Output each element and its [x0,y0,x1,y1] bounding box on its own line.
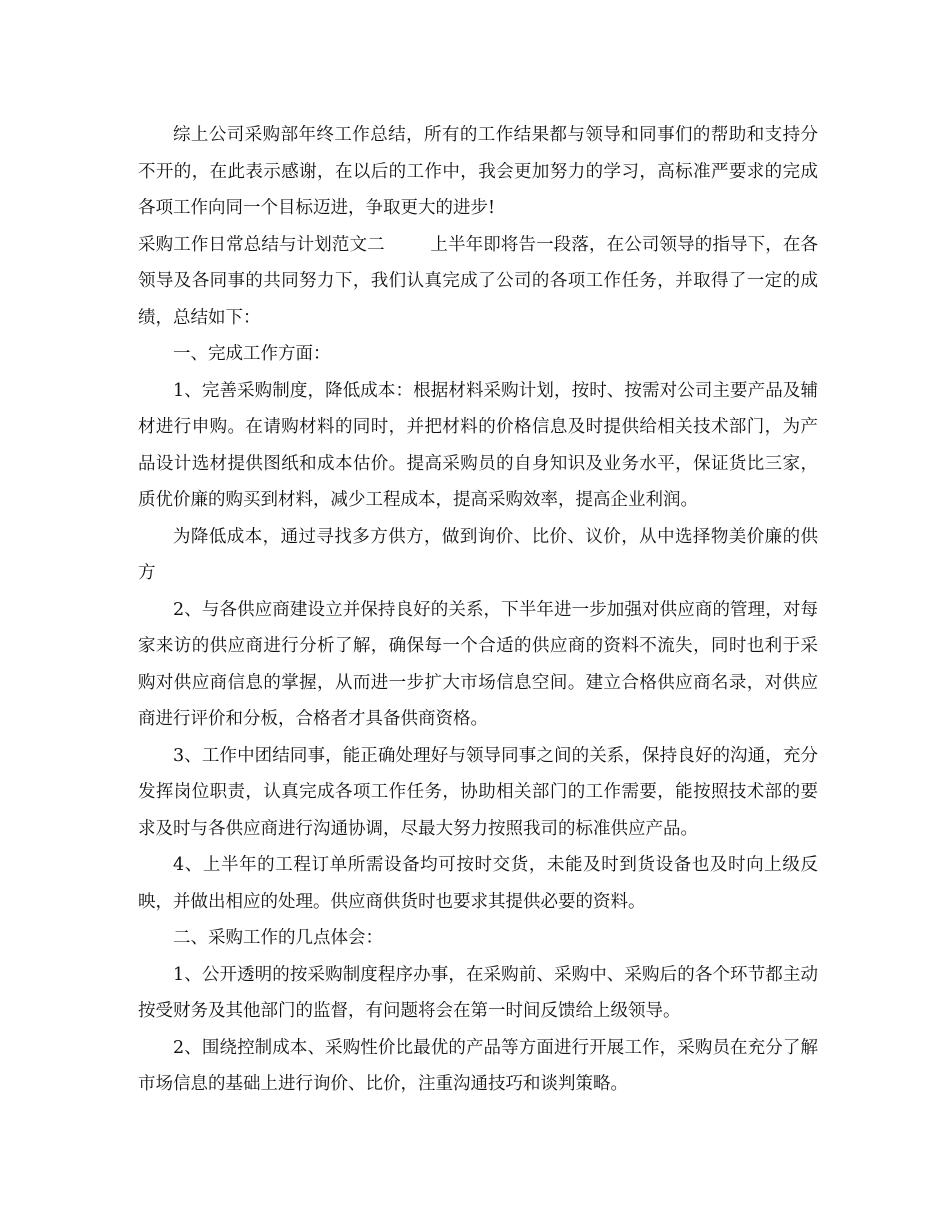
heading-experience: 二、采购工作的几点体会： [173,928,383,948]
paragraph-conclusion: 综上公司采购部年终工作总结，所有的工作结果都与领导和同事们的帮助和支持分不开的，在此表示感谢，在以后的工作中，我会更加努力的学习，高标准严要求的完成各项工作向同一个目标迈进，争取更大的进步! [138,125,818,218]
paragraph-item-2: 2、与各供应商建设立并保持良好的关系，下半年进一步加强对供应商的管理，对每家来访的供应商进行分析了解，确保每一个合适的供应商的资料不流失，同时也利于采购对供应商信息的掌握，从而进一步扩大市场信息空间。建立合格供应商名录，对供应商进行评价和分板，合格者才具备供商资格。 [138,599,818,729]
section-title: 采购工作日常总结与计划范文二 [138,234,385,255]
paragraph-experience-2: 2、围绕控制成本、采购性价比最优的产品等方面进行开展工作，采购员在充分了解市场信息的基础上进行询价、比价，注重沟通技巧和谈判策略。 [138,1037,818,1094]
heading-work-completed: 一、完成工作方面： [173,344,331,364]
paragraph-item-4: 4、上半年的工程订单所需设备均可按时交货，未能及时到货设备也及时向上级反映，并做出相应的处理。供应商供货时也要求其提供必要的资料。 [138,855,818,912]
paragraph-item-3: 3、工作中团结同事，能正确处理好与领导同事之间的关系，保持良好的沟通，充分发挥岗位职责，认真完成各项工作任务，协助相关部门的工作需要，能按照技术部的要求及时与各供应商进行沟通协调，尽最大努力按照我司的标准供应产品。 [138,745,818,839]
paragraph-cost-reduction: 为降低成本，通过寻找多方供方，做到询价、比价、议价，从中选择物美价廉的供方 [138,526,818,583]
paragraph-item-1: 1、完善采购制度，降低成本：根据材料采购计划，按时、按需对公司主要产品及辅材进行申购。在请购材料的同时，并把材料的价格信息及时提供给相关技术部门，为产品设计选材提供图纸和成本估价。提高采购员的自身知识及业务水平，保证货比三家，质优价廉的购买到材料，减少工程成本，提高采购效率，提高企业利润。 [138,380,818,510]
section-intro: 上半年即将告一段落，在公司领导的指导下，在各领导及各同事的共同努力下，我们认真完成了公司的各项工作任务，并取得了一定的成绩，总结如下： [138,234,818,328]
document-body [138,117,818,1103]
section-heading-paragraph [138,227,818,337]
paragraph-experience-1: 1、公开透明的按采购制度程序办事，在采购前、采购中、采购后的各个环节都主动按受财务及其他部门的监督，有问题将会在第一时间反馈给上级领导。 [138,964,818,1021]
